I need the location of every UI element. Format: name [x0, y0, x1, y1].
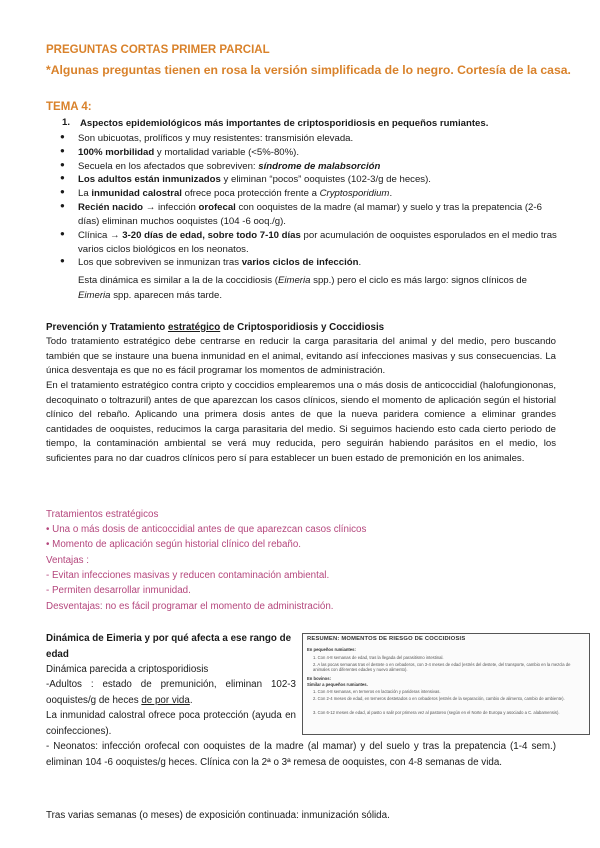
pink-line: • Momento de aplicación según historial clínico del rebaño. — [46, 539, 302, 550]
pink-line: Desventajas: no es fácil programar el momento de administración. — [46, 601, 334, 612]
bullet-text-part: 100% morbilidad — [78, 147, 155, 158]
bullet-text-part: Los adultos están inmunizados — [78, 174, 221, 185]
bullet-text-part: varios ciclos de infección — [241, 257, 359, 268]
pink-line: - Evitan infecciones masivas y reducen contaminación ambiental. — [46, 570, 330, 581]
bullet-item — [78, 160, 558, 174]
coccidiosis-note — [78, 274, 553, 303]
bullet-dot-icon: ● — [60, 187, 65, 196]
bullet-text-part: orofecal — [198, 202, 236, 213]
bullet-text-part: . — [358, 257, 362, 268]
note-text: Esta dinámica es similar a la de la coccidiosis ( — [78, 275, 278, 286]
summary-line: 2. Con 2-4 meses de edad, en terneros destetados o en cebaderos (estrés de la separación, cambio de alimento, cambio de ambiente). — [313, 696, 565, 701]
bullet-text-part: y eliminan “pocos” ooquistes (102-3/g de heces). — [220, 174, 431, 185]
bullet-text-part: → infección — [143, 202, 199, 213]
bullet-item — [78, 187, 558, 201]
bullet-text-part: ofrece poca protección frente a — [181, 188, 320, 199]
bullet-dot-icon: ● — [60, 229, 65, 238]
question-number: 1. — [62, 117, 71, 128]
bullet-text-part: y mortalidad variable (<5%-80%). — [154, 147, 300, 158]
bullet-item — [78, 229, 558, 256]
note-text: spp. aparecen más tarde. — [110, 289, 222, 301]
pink-line: Tratamientos estratégicos — [46, 509, 159, 520]
heading-part: de Criptosporidiosis y Coccidiosis — [220, 322, 385, 333]
summary-line: 2. A las pocas semanas tras el destete o en cebaderos, con 3-4 meses de edad (estrés del destete, del transporte, cambio en la mezcla de animales con diferentes edades y nuevo alimento). — [313, 662, 571, 673]
document-title: PREGUNTAS CORTAS PRIMER PARCIAL — [46, 44, 270, 56]
pink-line: - Permiten desarrollar inmunidad. — [46, 585, 191, 596]
eimeria-heading: Dinámica de Eimeria y por qué afecta a ese rango de edad — [46, 633, 292, 660]
bullet-item — [78, 132, 558, 146]
heading-part: Prevención y Tratamiento — [46, 322, 168, 333]
bullet-item — [78, 256, 558, 270]
note-italic: Eimeria — [277, 275, 311, 286]
bullet-dot-icon: ● — [60, 256, 65, 265]
bullet-text-part: Los que sobreviven se inmunizan tras — [78, 257, 242, 268]
bullet-dot-icon: ● — [60, 146, 65, 155]
note-text: spp.) pero el ciclo es más largo: signos clínicos de — [310, 275, 527, 286]
question-text: Aspectos epidemiológicos más importantes de criptosporidiosis en pequeños rumiantes. — [80, 118, 489, 129]
summary-line: En bovinos: — [307, 676, 331, 681]
bullet-dot-icon: ● — [60, 160, 65, 169]
bullet-text-part: La — [78, 188, 92, 199]
bullet-text-part: con ooquistes de la madre (al mamar) y suelo y tras la prepatencia (2-6 días) eliminan muchos ooquistes (104 -6 ooq./g). — [78, 202, 542, 227]
bullet-dot-icon: ● — [60, 132, 65, 141]
bullet-text-part: Son ubicuotas, prolíficos y muy resistentes: transmisión elevada. — [78, 133, 354, 144]
heading-underlined: estratégico — [167, 322, 221, 333]
bullet-item — [78, 146, 558, 160]
adults-underlined: de por vida — [141, 694, 190, 706]
prevention-heading — [46, 321, 384, 336]
eimeria-immunization: Tras varias semanas (o meses) de exposición continuada: inmunización sólida. — [46, 810, 390, 821]
bullet-dot-icon: ● — [60, 173, 65, 182]
bullet-text-part: inmunidad calostral — [91, 188, 182, 199]
bullet-text-part: 3-20 días de edad, sobre todo 7-10 días — [122, 230, 301, 241]
eimeria-line-1: Dinámica parecida a criptosporidiosis — [46, 664, 209, 675]
document-subtitle: *Algunas preguntas tienen en rosa la versión simplificada de lo negro. Cortesía de la casa. — [46, 63, 571, 77]
summary-line: 1. Con 4-8 semanas, en terneros en lactación y parideras intensivas. — [313, 689, 441, 694]
note-italic: Eimeria — [78, 289, 111, 301]
bullet-text-part: por acumulación de ooquistes esporulados en el medio tras varios ciclos biológicos en los neonatos. — [78, 230, 557, 255]
eimeria-adults — [46, 677, 296, 708]
section-heading-tema4: TEMA 4: — [46, 101, 92, 113]
bullet-text-part: Recién nacido — [78, 202, 144, 213]
neonates-text: - Neonatos: infección orofecal con ooquistes de la madre (al mamar) y del suelo y tras la prepatencia (1-4 sem.) eliminan 104 -6 ooquistes/g heces. Clínica con la 2ª o 3ª remesa de ooquistes, con 4-8 semanas de vida. — [46, 741, 556, 768]
summary-title: RESUMEN: MOMENTOS DE RIESGO DE COCCIDIOSIS — [307, 636, 466, 642]
bullet-text-part: Clínica → — [78, 230, 123, 241]
eimeria-calostral: La inmunidad calostral ofrece poca protección (ayuda en coinfecciones). — [46, 710, 296, 737]
summary-figure — [302, 633, 590, 735]
summary-line: 3. Con 6-12 meses de edad, al pasto o salir por primera vez al pastoreo (según en el Norte de Europa y asociado a C. alabamensis). — [313, 710, 560, 715]
bullet-item — [78, 201, 558, 228]
bullet-dot-icon: ● — [60, 201, 65, 210]
summary-line: 1. Con 4-8 semanas de edad, tras la llegada del parasitismo intestinal. — [313, 655, 444, 660]
summary-line: Similar a pequeños rumiantes. — [307, 682, 368, 687]
prevention-paragraph-1: Todo tratamiento estratégico debe centrarse en reducir la carga parasitaria del animal y del medio, pero buscando también que se instaure una buena inmunidad en el animal, evitando así infecciones masivas y sus consecuencias. La única desventaja es que no es fácil programar los momentos de administración. — [46, 336, 556, 377]
adults-text: -Adultos : estado de premunición, eliminan 102-3 ooquistes/g de heces — [46, 679, 296, 706]
bullet-text-part: Cryptosporidium — [319, 188, 390, 199]
pink-line: Ventajas : — [46, 555, 90, 566]
bullet-text-part: Secuela en los afectados que sobreviven: — [78, 161, 259, 172]
bullet-text-part: . — [389, 188, 393, 199]
bullet-item — [78, 173, 558, 187]
adults-text: . — [189, 694, 193, 706]
eimeria-neonates — [46, 739, 556, 771]
pink-line: • Una o más dosis de anticoccidial antes de que aparezcan casos clínicos — [46, 524, 367, 535]
summary-line: En pequeños rumiantes: — [307, 647, 356, 652]
bullet-text-part: síndrome de malabsorción — [258, 161, 381, 172]
prevention-paragraph-2: En el tratamiento estratégico contra cripto y coccidios emplearemos una o más dosis de anticoccidial (halofungiononas, decoquinato o toltrazuril) antes de que aparezcan los casos clínicos, siendo el momento de aplicación según el historial clínico del rebaño. Aplicando una primera dosis antes de que la nueva paridera comience a eliminar grandes cantidades de ooquistes, reducimos la carga parasitaria del medio. Si seguimos haciendo esto cada cierto periodo de tiempo, la contaminación ambiental se verá muy reducida, pero seguirán habiendo parásitos en el medio, los suficientes para no dar cuadros clínicos pero sí para establecer un buen estado de premonición en los animales. — [46, 380, 556, 464]
